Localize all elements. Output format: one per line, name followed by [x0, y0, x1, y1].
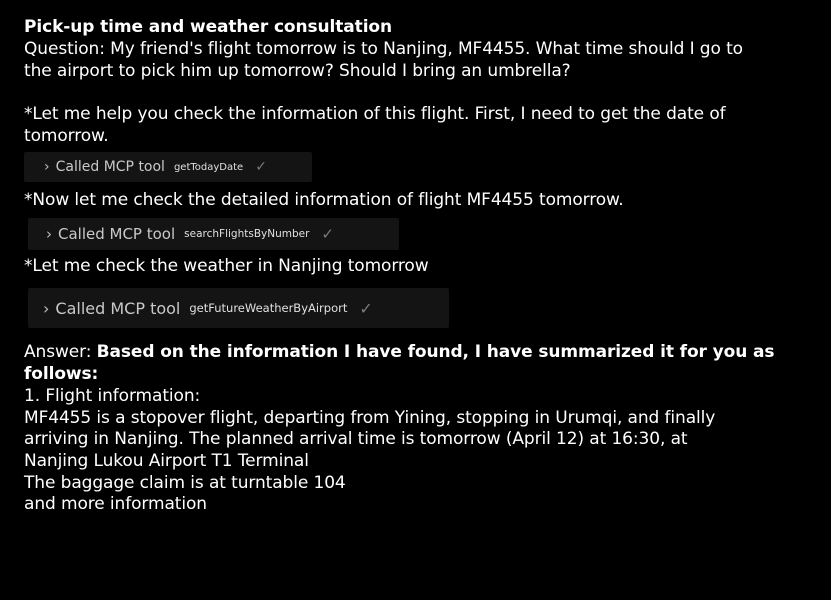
tool-name: searchFlightsByNumber — [184, 228, 310, 240]
tool-call-label: Called MCP tool — [58, 225, 176, 243]
answer-body-line: arriving in Nanjing. The planned arrival time is tomorrow (April 12) at 16:30, at — [24, 429, 688, 449]
answer-line-1 — [24, 342, 774, 363]
page-title: Pick-up time and weather consultation — [24, 17, 393, 37]
answer-body-line: 1. Flight information: — [24, 386, 201, 406]
tool-call-label: Called MCP tool — [55, 298, 181, 318]
tool-name: getFutureWeatherByAirport — [189, 301, 348, 315]
check-icon: ✓ — [321, 225, 334, 243]
check-icon: ✓ — [359, 298, 373, 318]
chevron-right-icon: › — [43, 298, 50, 318]
answer-body-line: and more information — [24, 494, 207, 514]
answer-summary-line-2: follows: — [24, 364, 99, 384]
mcp-tool-call-get-future-weather-by-airport[interactable] — [28, 288, 449, 328]
check-icon: ✓ — [255, 159, 267, 175]
question-line-2: the airport to pick him up tomorrow? Should I bring an umbrella? — [24, 61, 571, 81]
mcp-tool-call-search-flights-by-number[interactable] — [28, 218, 399, 250]
step-1-text-line-2: tomorrow. — [24, 126, 109, 146]
answer-prefix: Answer: — [24, 342, 97, 362]
chevron-right-icon: › — [46, 225, 52, 243]
mcp-tool-call-get-today-date[interactable] — [24, 152, 312, 182]
step-1-text-line-1: *Let me help you check the information of this flight. First, I need to get the date of — [24, 104, 726, 124]
tool-call-label: Called MCP tool — [55, 159, 165, 175]
chevron-right-icon: › — [44, 159, 50, 175]
question-line-1: Question: My friend's flight tomorrow is to Nanjing, MF4455. What time should I go to — [24, 39, 743, 59]
answer-body-line: MF4455 is a stopover flight, departing from Yining, stopping in Urumqi, and finally — [24, 408, 716, 428]
answer-summary-line-1: Based on the information I have found, I have summarized it for you as — [96, 342, 775, 362]
answer-body-line: The baggage claim is at turntable 104 — [24, 473, 346, 493]
answer-body-line: Nanjing Lukou Airport T1 Terminal — [24, 451, 309, 471]
tool-name: getTodayDate — [173, 161, 244, 173]
step-2-text-line-1: *Now let me check the detailed information of flight MF4455 tomorrow. — [24, 190, 624, 210]
step-3-text-line-1: *Let me check the weather in Nanjing tomorrow — [24, 256, 429, 276]
